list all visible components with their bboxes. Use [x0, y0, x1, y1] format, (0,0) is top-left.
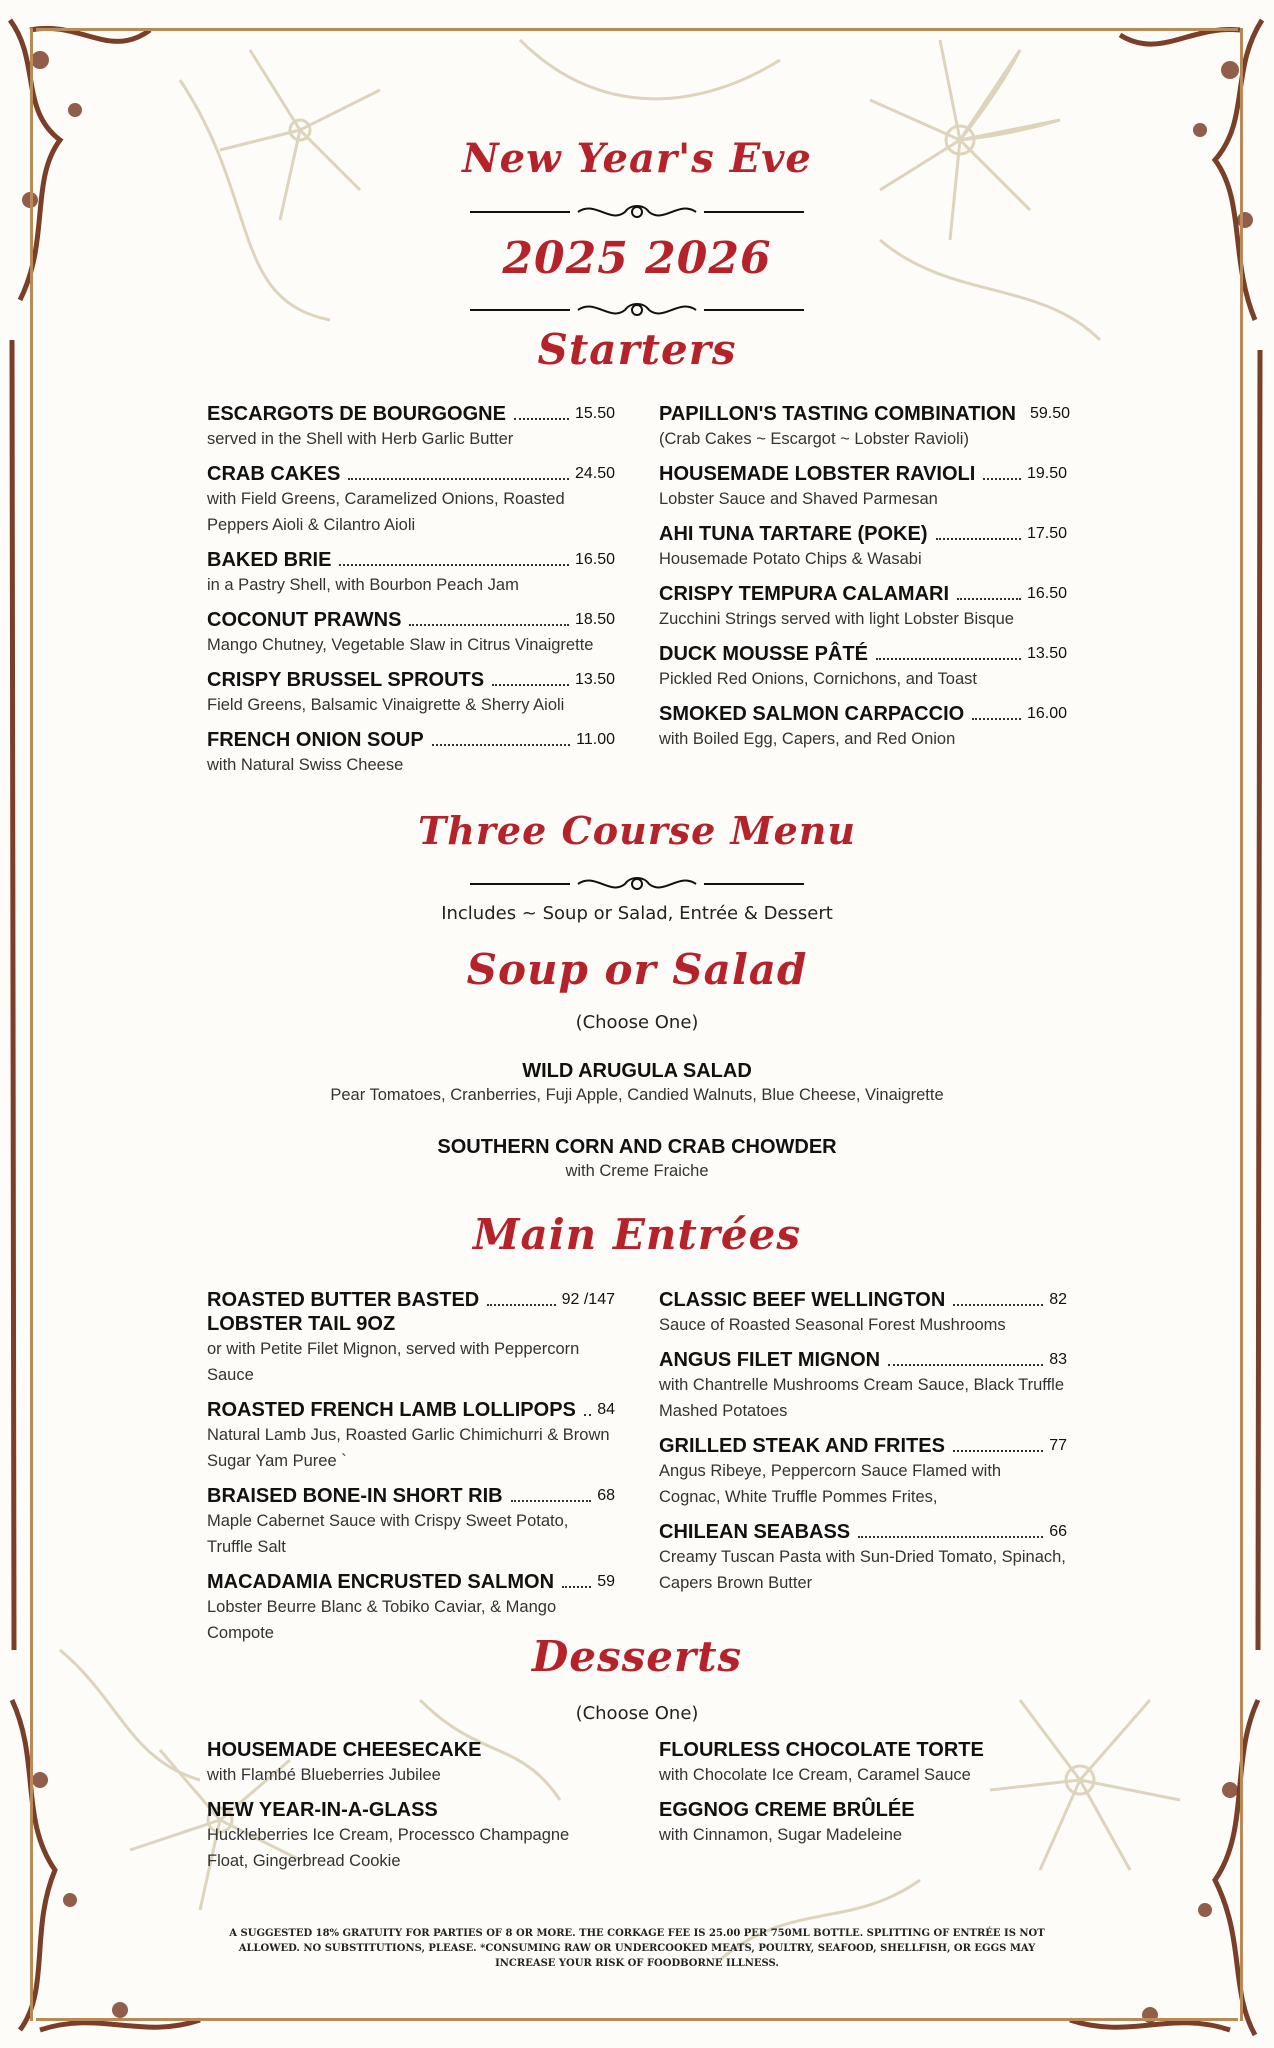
menu-item: [659, 1738, 1067, 1788]
item-description: in a Pastry Shell, with Bourbon Peach Jam: [207, 576, 519, 594]
item-name: AHI TUNA TARTARE (POKE): [659, 523, 928, 545]
dot-leader: [409, 624, 569, 626]
desserts-right-column: [659, 1738, 1067, 1858]
dot-leader: [348, 478, 569, 480]
mains-right-column: [659, 1288, 1067, 1606]
item-price: 19.50: [1026, 465, 1067, 482]
choose-one-note: (Choose One): [575, 1703, 699, 1724]
item-name: CRAB CAKES: [207, 463, 341, 485]
menu-item: [207, 1288, 615, 1388]
menu-item: [207, 402, 615, 452]
item-name: HOUSEMADE CHEESECAKE: [207, 1739, 482, 1761]
item-name: FLOURLESS CHOCOLATE TORTE: [659, 1739, 984, 1761]
item-description: (Crab Cakes ~ Escargot ~ Lobster Ravioli): [659, 430, 969, 448]
starters-left-column: [207, 402, 615, 788]
item-description: Mango Chutney, Vegetable Slaw in Citrus Vinaigrette: [207, 636, 594, 654]
item-price: 92 /147: [561, 1291, 615, 1308]
item-description: Housemade Potato Chips & Wasabi: [659, 550, 922, 568]
menu-item: [659, 1520, 1067, 1596]
item-description: with Creme Fraiche: [565, 1162, 709, 1180]
years-title: 2025 2026: [502, 233, 772, 284]
menu-item: [207, 608, 615, 658]
ornament-divider: [470, 200, 804, 224]
menu-item: [659, 642, 1067, 692]
three-course-subtitle: Includes ~ Soup or Salad, Entrée & Dessert: [441, 903, 833, 924]
item-name: FRENCH ONION SOUP: [207, 729, 424, 751]
menu-item: [659, 1348, 1067, 1424]
item-name: CRISPY BRUSSEL SPROUTS: [207, 669, 485, 691]
item-description: Zucchini Strings served with light Lobster Bisque: [659, 610, 1014, 628]
menu-item: [659, 522, 1067, 572]
menu-item: [207, 548, 615, 598]
dot-leader: [936, 538, 1021, 540]
item-description: with Field Greens, Caramelized Onions, Roasted Peppers Aioli & Cilantro Aioli: [207, 490, 565, 534]
footer-fine-print: A SUGGESTED 18% GRATUITY FOR PARTIES OF 8 OR MORE. THE CORKAGE FEE IS 25.00 PER 750ML BOTTLE. SPLITTING OF ENTRÉE IS NOT ALLOWED. NO SUBSTITUTIONS, PLEASE. *CONSUMING RAW OR UNDERCOOKED MEATS, POULTRY, SEAFOOD, SHELLFISH, OR EGGS MAY INCREASE YOUR RISK OF FOODBORNE ILLNESS.: [229, 1928, 1045, 1969]
item-price: 59.50: [1029, 405, 1071, 422]
frame-top: [36, 28, 1238, 31]
item-name: COCONUT PRAWNS: [207, 609, 402, 631]
dot-leader: [487, 1304, 555, 1306]
item-description: served in the Shell with Herb Garlic Butter: [207, 430, 514, 448]
three-course-heading: Three Course Menu: [417, 808, 857, 853]
item-name: ANGUS FILET MIGNON: [659, 1349, 881, 1371]
item-description: with Flambé Blueberries Jubilee: [207, 1766, 441, 1784]
menu-item: [659, 462, 1067, 512]
item-name: HOUSEMADE LOBSTER RAVIOLI: [659, 463, 976, 485]
item-description: Pickled Red Onions, Cornichons, and Toast: [659, 670, 977, 688]
item-name: WILD ARUGULA SALAD: [522, 1060, 752, 1082]
menu-item: [207, 1484, 615, 1560]
mains-left-column: [207, 1288, 615, 1656]
occasion-title: New Year's Eve: [462, 135, 812, 182]
menu-item: [659, 402, 1071, 452]
dot-leader: [514, 418, 569, 420]
ornament-divider: [470, 298, 804, 322]
dot-leader: [584, 1414, 591, 1416]
item-price: 11.00: [576, 731, 615, 748]
item-name: SOUTHERN CORN AND CRAB CHOWDER: [437, 1136, 837, 1158]
item-description: Huckleberries Ice Cream, Processco Champagne Float, Gingerbread Cookie: [207, 1826, 570, 1870]
dot-leader: [858, 1536, 1043, 1538]
frame-bottom: [36, 2018, 1238, 2021]
item-name: NEW YEAR-IN-A-GLASS: [207, 1799, 438, 1821]
item-name: DUCK MOUSSE PÂTÉ: [659, 643, 868, 665]
item-name: ROASTED BUTTER BASTED: [207, 1289, 480, 1311]
item-price: 66: [1049, 1523, 1067, 1540]
menu-item: [0, 1136, 1274, 1181]
dot-leader: [511, 1500, 592, 1502]
item-price: 68: [597, 1487, 615, 1504]
item-description: Maple Cabernet Sauce with Crispy Sweet Potato, Truffle Salt: [207, 1512, 569, 1556]
dot-leader: [983, 478, 1021, 480]
item-name: GRILLED STEAK AND FRITES: [659, 1435, 945, 1457]
starters-right-column: [659, 402, 1071, 762]
item-price: 16.50: [1026, 585, 1067, 602]
item-price: 77: [1049, 1437, 1067, 1454]
item-name: PAPILLON'S TASTING COMBINATION: [659, 403, 1016, 425]
item-description: Pear Tomatoes, Cranberries, Fuji Apple, Candied Walnuts, Blue Cheese, Vinaigrette: [330, 1086, 944, 1104]
item-description: Angus Ribeye, Peppercorn Sauce Flamed with Cognac, White Truffle Pommes Frites,: [659, 1462, 1002, 1506]
menu-item: [207, 728, 615, 778]
starters-heading: Starters: [537, 325, 737, 374]
item-name: BAKED BRIE: [207, 549, 332, 571]
item-description: with Cinnamon, Sugar Madeleine: [659, 1826, 903, 1844]
menu-item: [207, 1398, 615, 1474]
choose-one-note: (Choose One): [575, 1012, 699, 1033]
item-name: CRISPY TEMPURA CALAMARI: [659, 583, 950, 605]
item-price: 59: [597, 1573, 615, 1590]
item-description: with Boiled Egg, Capers, and Red Onion: [659, 730, 956, 748]
main-entrees-heading: Main Entrées: [473, 1210, 801, 1259]
item-price: 18.50: [574, 611, 615, 628]
menu-item: [659, 1798, 1067, 1848]
ornament-divider: [470, 872, 804, 896]
item-description: Lobster Beurre Blanc & Tobiko Caviar, & Mango Compote: [207, 1598, 557, 1642]
item-name: CHILEAN SEABASS: [659, 1521, 851, 1543]
item-price: 17.50: [1026, 525, 1067, 542]
item-price: 16.50: [574, 551, 615, 568]
dot-leader: [492, 684, 569, 686]
menu-item: [659, 582, 1067, 632]
menu-item: [0, 1060, 1274, 1105]
dot-leader: [432, 744, 570, 746]
dot-leader: [953, 1450, 1043, 1452]
dot-leader: [888, 1364, 1043, 1366]
dot-leader: [339, 564, 569, 566]
desserts-heading: Desserts: [531, 1632, 743, 1681]
dot-leader: [972, 718, 1021, 720]
item-description: Creamy Tuscan Pasta with Sun-Dried Tomato, Spinach, Capers Brown Butter: [659, 1548, 1066, 1592]
item-name: CLASSIC BEEF WELLINGTON: [659, 1289, 946, 1311]
menu-item: [207, 462, 615, 538]
item-name: ESCARGOTS DE BOURGOGNE: [207, 403, 506, 425]
menu-item: [207, 1738, 615, 1788]
item-price: 13.50: [574, 671, 615, 688]
item-name-line2: LOBSTER TAIL 9OZ: [207, 1313, 396, 1335]
item-price: 83: [1049, 1351, 1067, 1368]
item-description: with Chantrelle Mushrooms Cream Sauce, Black Truffle Mashed Potatoes: [659, 1376, 1065, 1420]
item-price: 24.50: [574, 465, 615, 482]
item-price: 13.50: [1026, 645, 1067, 662]
item-description: or with Petite Filet Mignon, served with Peppercorn Sauce: [207, 1340, 580, 1384]
menu-item: [207, 1798, 615, 1874]
item-name: ROASTED FRENCH LAMB LOLLIPOPS: [207, 1399, 576, 1421]
item-price: 15.50: [574, 405, 615, 422]
item-price: 82: [1049, 1291, 1067, 1308]
item-description: Field Greens, Balsamic Vinaigrette & Sherry Aioli: [207, 696, 565, 714]
item-name: EGGNOG CREME BRÛLÉE: [659, 1799, 915, 1821]
soup-salad-heading: Soup or Salad: [466, 945, 808, 994]
dot-leader: [953, 1304, 1043, 1306]
item-price: 84: [597, 1401, 615, 1418]
item-name: SMOKED SALMON CARPACCIO: [659, 703, 965, 725]
item-description: with Natural Swiss Cheese: [207, 756, 404, 774]
dot-leader: [957, 598, 1021, 600]
menu-item: [207, 668, 615, 718]
item-description: with Chocolate Ice Cream, Caramel Sauce: [659, 1766, 971, 1784]
item-description: Sauce of Roasted Seasonal Forest Mushrooms: [659, 1316, 1006, 1334]
menu-item: [659, 1288, 1067, 1338]
dot-leader: [562, 1586, 591, 1588]
item-description: Natural Lamb Jus, Roasted Garlic Chimichurri & Brown Sugar Yam Puree `: [207, 1426, 610, 1470]
item-price: 16.00: [1026, 705, 1067, 722]
item-description: Lobster Sauce and Shaved Parmesan: [659, 490, 938, 508]
item-name: MACADAMIA ENCRUSTED SALMON: [207, 1571, 555, 1593]
menu-item: [659, 1434, 1067, 1510]
desserts-left-column: [207, 1738, 615, 1884]
menu-item: [659, 702, 1067, 752]
dot-leader: [876, 658, 1021, 660]
item-name: BRAISED BONE-IN SHORT RIB: [207, 1485, 503, 1507]
